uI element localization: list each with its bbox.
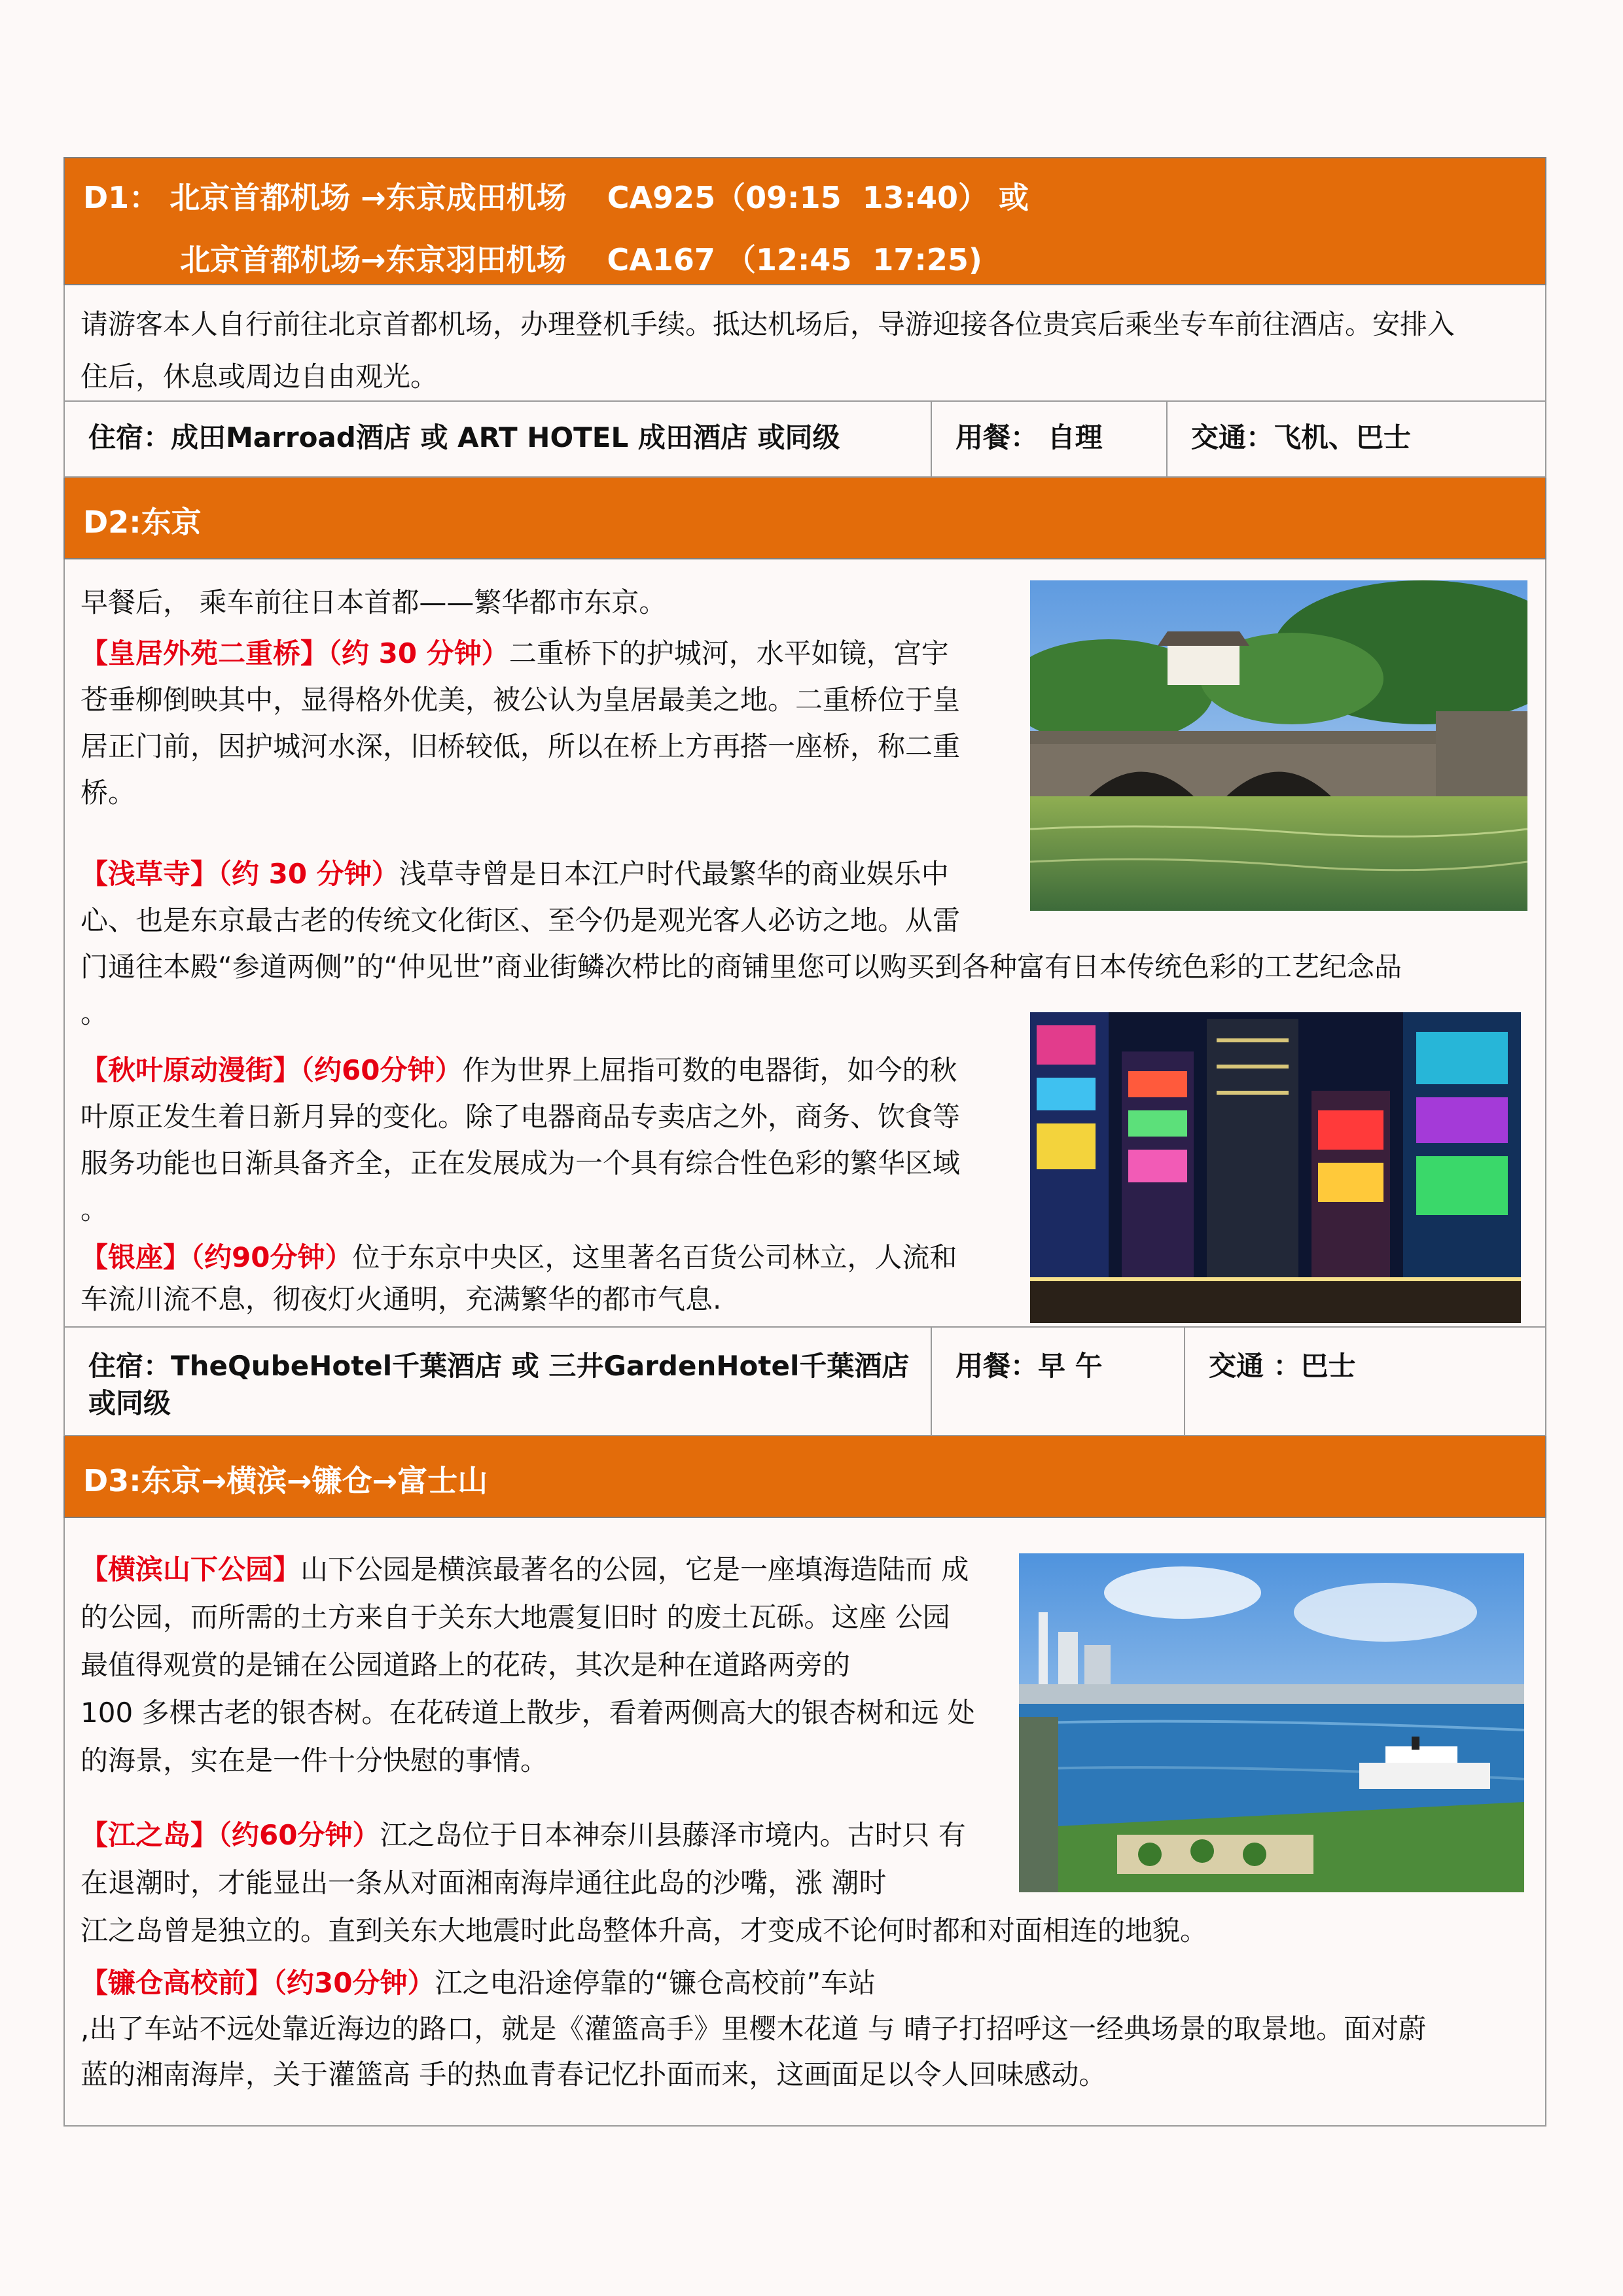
day2-stay-line2: 或同级 — [88, 1387, 171, 1419]
day3-spot2-name: 【江之岛】（约60分钟） — [80, 1819, 380, 1851]
day2-spot2-line4: 。 — [80, 997, 109, 1029]
day1-stay: 住宿：成田Marroad酒店 或 ART HOTEL 成田酒店 或同级 — [65, 402, 932, 476]
day1-intro-line2: 住后，休息或周边自由观光。 — [80, 361, 438, 393]
day2-spot4-name: 【银座】（约90分钟） — [80, 1241, 353, 1273]
day3-spot1-name: 【横滨山下公园】 — [80, 1553, 301, 1585]
day2-info-row — [63, 1328, 1546, 1436]
day2-intro: 早餐后， 乘车前往日本首都——繁华都市东京。 — [80, 586, 667, 618]
day1-intro — [63, 285, 1546, 402]
day2-spot1-line4: 桥。 — [80, 777, 136, 809]
day3-header: D3:东京→横滨→镰仓→富士山 — [63, 1436, 1546, 1518]
day2-header: D2:东京 — [63, 478, 1546, 559]
day3-spot3-name: 【镰仓高校前】（约30分钟） — [80, 1967, 435, 1999]
day2-spot3-line1: 作为世界上屈指可数的电器街，如今的秋 — [462, 1054, 957, 1086]
day1-header — [63, 157, 1546, 285]
day3-spot3-line3: 蓝的湘南海岸，关于灌篮高 手的热血青春记忆扑面而来，这画面足以令人回味感动。 — [80, 2058, 1107, 2091]
day2-spot3-line4: 。 — [80, 1193, 109, 1226]
day3-spot2-line3: 江之岛曾是独立的。直到关东大地震时此岛整体升高，才变成不论何时都和对面相连的地貌。 — [80, 1915, 1208, 1947]
day2-spot2-line1: 浅草寺曾是日本江户时代最繁华的商业娱乐中 — [399, 858, 949, 890]
day3-spot1-line3: 最值得观赏的是铺在公园道路上的花砖，其次是种在道路两旁的 — [80, 1649, 851, 1681]
day2-stay-line1: 住宿：TheQubeHotel千葉酒店 或 三井GardenHotel千葉酒店 — [88, 1350, 910, 1382]
day2-spot1-line2: 苍垂柳倒映其中，显得格外优美，被公认为皇居最美之地。二重桥位于皇 — [80, 684, 961, 716]
day3-spot3-line1: 江之电沿途停靠的“镰仓高校前”车站 — [435, 1967, 876, 1999]
day2-spot2-name: 【浅草寺】（约 30 分钟） — [80, 858, 399, 890]
yokohama-park-photo — [1019, 1553, 1524, 1892]
day3-spot1-line5: 的海景，实在是一件十分快慰的事情。 — [80, 1744, 548, 1776]
day3-spot1-line4: 100 多棵古老的银杏树。在花砖道上散步，看着两侧高大的银杏树和远 处 — [80, 1697, 975, 1729]
day2-spot1-line3: 居正门前，因护城河水深，旧桥较低，所以在桥上方再搭一座桥，称二重 — [80, 730, 961, 762]
day3-spot2-line2: 在退潮时，才能显出一条从对面湘南海岸通往此岛的沙嘴，涨 潮时 — [80, 1867, 887, 1899]
day3-spot3-line2: ,出了车站不远处靠近海边的路口，就是《灌篮高手》里樱木花道 与 晴子打招呼这一经典场景的取景地。面对蔚 — [80, 2013, 1427, 2045]
day2-spot3-line3: 服务功能也日渐具备齐全，正在发展成为一个具有综合性色彩的繁华区域 — [80, 1147, 961, 1179]
day2-spot2-line2: 心、也是东京最古老的传统文化街区、至今仍是观光客人必访之地。从雷 — [80, 904, 961, 936]
day2-stay — [65, 1328, 932, 1435]
day2-spot1-line1: 二重桥下的护城河，水平如镜，宫宇 — [508, 637, 949, 669]
itinerary-table — [63, 157, 1546, 2127]
akihabara-night-photo — [1030, 1012, 1521, 1323]
day3-spot2-line1: 江之岛位于日本神奈川县藤泽市境内。古时只 有 — [380, 1819, 966, 1851]
day2-spot2-line3: 门通往本殿“参道两侧”的“仲见世”商业街鳞次栉比的商铺里您可以购买到各种富有日本传统色彩的工艺纪念品 — [80, 951, 1402, 983]
day2-body — [63, 559, 1546, 1328]
day1-header-line2: 北京首都机场→东京羽田机场 CA167 （12:45 17:25) — [180, 242, 982, 277]
day1-header-line1: D1： 北京首都机场 →东京成田机场 CA925（09:15 13:40） 或 — [83, 180, 1029, 215]
day1-meals: 用餐： 自理 — [932, 402, 1168, 476]
day3-spot1-line1: 山下公园是横滨最著名的公园，它是一座填海造陆而 成 — [300, 1553, 969, 1585]
day2-spot3-name: 【秋叶原动漫街】（约60分钟） — [80, 1054, 463, 1086]
day1-info-row — [63, 402, 1546, 478]
day3-spot1-line2: 的公园，而所需的土方来自于关东大地震复旧时 的废土瓦砾。这座 公园 — [80, 1601, 950, 1633]
day2-spot3-line2: 叶原正发生着日新月异的变化。除了电器商品专卖店之外，商务、饮食等 — [80, 1101, 961, 1133]
day1-transport: 交通：飞机、巴士 — [1191, 421, 1412, 453]
day3-body — [63, 1518, 1546, 2127]
day2-spot4-line2: 车流川流不息，彻夜灯火通明，充满繁华的都市气息. — [80, 1283, 722, 1315]
day2-spot4-line1: 位于东京中央区，这里著名百货公司林立，人流和 — [352, 1241, 957, 1273]
day2-meals: 用餐：早 午 — [932, 1328, 1185, 1435]
imperial-palace-bridge-photo — [1030, 580, 1527, 911]
day2-transport: 交通 ：巴士 — [1209, 1350, 1356, 1382]
day2-spot1-name: 【皇居外苑二重桥】（约 30 分钟） — [80, 637, 509, 669]
day1-intro-line1: 请游客本人自行前往北京首都机场，办理登机手续。抵达机场后，导游迎接各位贵宾后乘坐专车前往酒店。安排入 — [80, 308, 1455, 340]
